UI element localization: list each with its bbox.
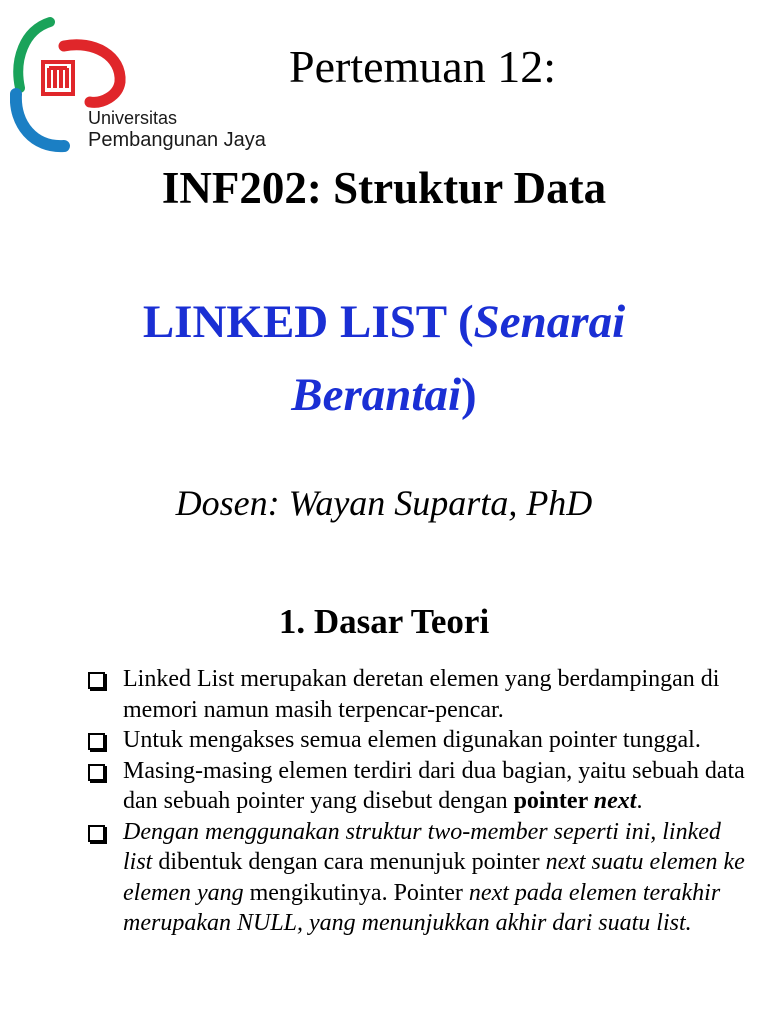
topic-main: LINKED LIST ( — [142, 296, 474, 348]
bullet-end-text: . — [636, 788, 643, 814]
bullet-text: Masing-masing elemen terdiri dari dua bagian, yaitu sebuah data dan sebuah pointer yang disebut dengan — [123, 757, 745, 814]
topic-italic-1: Senarai — [473, 296, 626, 348]
bullet-bold-italic-text: next — [593, 788, 637, 814]
checkbox-bullet-icon — [88, 733, 105, 750]
list-item — [86, 664, 746, 725]
lecturer-name: Dosen: Wayan Suparta, PhD — [175, 483, 593, 523]
list-item — [86, 817, 746, 939]
bullet-list — [86, 664, 746, 939]
topic-italic-2: Berantai — [291, 369, 462, 422]
bullet-bold-text: pointer — [513, 788, 594, 814]
checkbox-bullet-icon — [88, 672, 105, 689]
logo-line-universitas: Universitas — [88, 108, 178, 128]
bullet-text: Untuk mengakses semua elemen digunakan pointer tunggal. — [123, 727, 701, 753]
course-title: INF202: Struktur Data — [161, 163, 607, 213]
checkbox-bullet-icon — [88, 825, 105, 842]
logo-line-pembangunan-jaya: Pembangunan Jaya — [88, 128, 266, 151]
list-item — [86, 725, 746, 756]
topic-title — [0, 286, 768, 433]
bullet-italic-text: next suatu elemen ke elemen yang — [123, 849, 745, 906]
bullet-italic-text: Dengan menggunakan struktur two-member seperti ini, linked list — [123, 818, 721, 875]
section-title: 1. Dasar Teori — [278, 602, 490, 641]
university-logo — [10, 16, 280, 156]
meeting-number: Pertemuan 12: — [289, 41, 556, 92]
bullet-text: Linked List merupakan deretan elemen yang berdampingan di memori namun masih terpencar-pencar. — [123, 666, 720, 723]
bullet-text: mengikutinya. Pointer — [243, 879, 469, 906]
bullet-italic-text: next pada elemen terakhir merupakan NULL, yang menunjukkan akhir dari suatu list. — [123, 879, 721, 936]
logo-wordmark — [88, 108, 266, 152]
checkbox-bullet-icon — [88, 764, 105, 781]
list-item — [86, 756, 746, 817]
topic-close: ) — [461, 369, 477, 422]
bullet-text: dibentuk dengan cara menunjuk pointer — [152, 849, 546, 875]
